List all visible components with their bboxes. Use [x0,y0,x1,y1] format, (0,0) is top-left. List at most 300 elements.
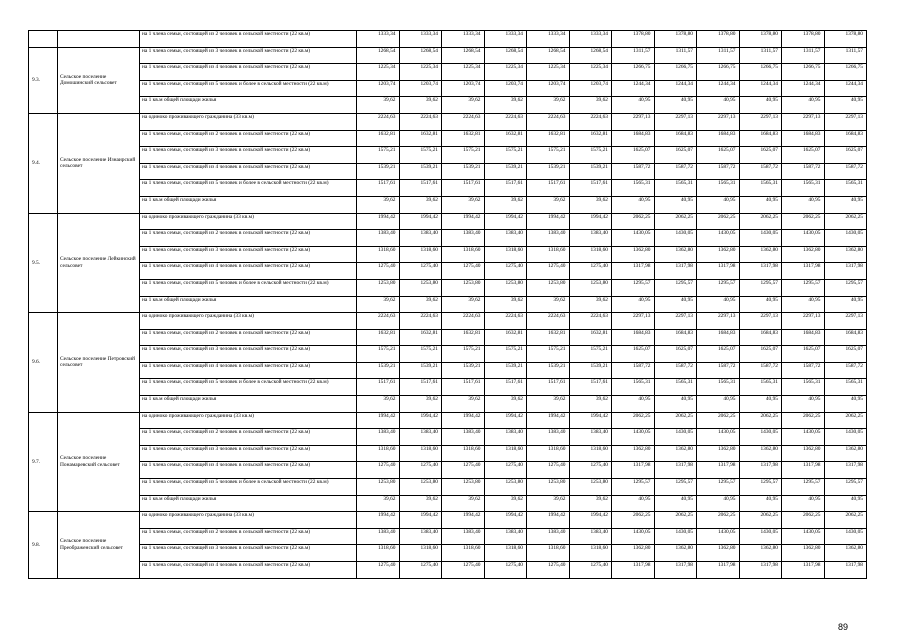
value-cell: 40,95 [612,396,655,413]
value-cell: 1318,60 [569,246,612,263]
value-cell: 1317,98 [654,462,697,479]
value-cell: 2062,25 [697,213,740,230]
value-cell: 1430,05 [782,528,825,545]
description-cell: на 1 члена семьи, состоящей из 5 человек и более в сельской местности (22 кв.м) [140,80,357,97]
table-row [29,196,867,213]
value-cell: 1225,34 [442,64,485,81]
value-cell: 1565,31 [739,180,782,197]
value-cell: 1430,05 [782,230,825,247]
value-cell: 1203,74 [399,80,442,97]
description-cell: на 1 члена семьи, состоящей из 2 человек в сельской местности (22 кв.м) [140,31,357,48]
value-cell: 40,95 [782,396,825,413]
value-cell: 1275,40 [527,462,570,479]
value-cell: 1587,72 [782,163,825,180]
value-cell: 2062,25 [824,213,867,230]
value-cell: 1383,40 [527,528,570,545]
value-cell: 40,95 [824,296,867,313]
value-cell: 1383,40 [442,528,485,545]
value-cell: 1684,83 [612,130,655,147]
value-cell: 1565,31 [612,379,655,396]
value-cell: 1430,05 [824,429,867,446]
value-cell: 1383,40 [399,429,442,446]
value-cell: 1632,81 [484,130,527,147]
value-cell: 39,62 [484,495,527,512]
value-cell: 1632,81 [442,130,485,147]
value-cell: 1362,80 [612,445,655,462]
settlement-name-cell [58,31,140,48]
settlement-name-cell: Сельское поселение Петровский сельсовет [58,313,140,413]
value-cell: 2224,63 [399,313,442,330]
value-cell: 1203,74 [442,80,485,97]
value-cell: 1684,83 [612,329,655,346]
value-cell: 2062,25 [612,412,655,429]
value-cell: 1295,57 [654,279,697,296]
value-cell: 1575,21 [442,147,485,164]
value-cell: 1994,42 [357,213,400,230]
value-cell: 1684,83 [654,329,697,346]
value-cell: 39,62 [569,495,612,512]
row-number-cell: 9.5. [29,213,58,313]
value-cell: 1295,57 [739,479,782,496]
value-cell: 1333,34 [527,31,570,48]
row-number-cell: 9.4. [29,113,58,213]
value-cell: 2297,13 [782,313,825,330]
value-cell: 1565,31 [654,180,697,197]
description-cell: на 1 члена семьи, состоящей из 2 человек в сельской местности (22 кв.м) [140,329,357,346]
value-cell: 1253,80 [357,279,400,296]
value-cell: 1295,57 [697,479,740,496]
value-cell: 2224,63 [527,113,570,130]
settlement-name-cell: Сельское поселение Домошинский сельсовет [58,47,140,113]
value-cell: 1994,42 [569,213,612,230]
value-cell: 1362,80 [654,246,697,263]
description-cell: на 1 члена семьи, состоящей из 4 человек в сельской местности (22 кв.м) [140,163,357,180]
description-cell: на 1 члена семьи, состоящей из 5 человек и более в сельской местности (22 кв.м) [140,479,357,496]
value-cell: 1587,72 [824,362,867,379]
value-cell: 1362,80 [697,445,740,462]
value-cell: 39,62 [357,296,400,313]
description-cell: на 1 кв.м общей площади жилья [140,495,357,512]
value-cell: 1275,40 [442,263,485,280]
value-cell: 1253,80 [442,479,485,496]
value-cell: 1994,42 [484,512,527,529]
value-cell: 1317,98 [697,562,740,579]
value-cell: 40,95 [739,97,782,114]
value-cell: 1268,54 [357,47,400,64]
value-cell: 1275,40 [357,462,400,479]
value-cell: 1318,60 [569,545,612,562]
value-cell: 1430,05 [654,429,697,446]
value-cell: 1244,34 [824,80,867,97]
value-cell: 39,62 [527,97,570,114]
value-cell: 1430,05 [824,230,867,247]
value-cell: 1625,07 [654,346,697,363]
value-cell: 1565,31 [697,379,740,396]
description-cell: на 1 члена семьи, состоящей из 3 человек в сельской местности (22 кв.м) [140,445,357,462]
value-cell: 40,95 [654,97,697,114]
value-cell: 1587,72 [697,163,740,180]
value-cell: 40,95 [654,396,697,413]
value-cell: 1517,61 [399,180,442,197]
value-cell: 2224,63 [569,113,612,130]
value-cell: 2297,13 [782,113,825,130]
value-cell: 2297,13 [824,113,867,130]
value-cell: 1275,40 [527,562,570,579]
value-cell: 1587,72 [612,163,655,180]
value-cell: 2062,25 [654,213,697,230]
value-cell: 1517,61 [569,379,612,396]
value-cell: 1318,60 [442,246,485,263]
value-cell: 1575,21 [484,346,527,363]
value-cell: 1203,74 [527,80,570,97]
value-cell: 1318,60 [357,545,400,562]
description-cell: на 1 члена семьи, состоящей из 4 человек в сельской местности (22 кв.м) [140,462,357,479]
value-cell: 1994,42 [357,512,400,529]
table-row [29,279,867,296]
value-cell: 1587,72 [654,163,697,180]
value-cell: 1632,81 [569,130,612,147]
value-cell: 2062,25 [612,213,655,230]
value-cell: 1684,83 [782,329,825,346]
value-cell: 1994,42 [399,412,442,429]
value-cell: 2224,63 [442,113,485,130]
value-cell: 40,95 [782,97,825,114]
value-cell: 39,62 [527,296,570,313]
value-cell: 1994,42 [484,213,527,230]
value-cell: 39,62 [357,196,400,213]
value-cell: 2224,63 [484,113,527,130]
value-cell: 40,95 [782,296,825,313]
value-cell: 1430,05 [654,528,697,545]
value-cell: 1317,98 [612,263,655,280]
table-row [29,31,867,48]
value-cell: 1253,80 [442,279,485,296]
value-cell: 1275,40 [484,462,527,479]
value-cell: 1333,34 [442,31,485,48]
value-cell: 1275,40 [399,562,442,579]
value-cell: 1383,40 [484,429,527,446]
value-cell: 1994,42 [527,512,570,529]
value-cell: 40,95 [824,396,867,413]
value-cell: 2297,13 [612,313,655,330]
value-cell: 1625,07 [782,346,825,363]
value-cell: 1244,34 [697,80,740,97]
value-cell: 1575,21 [569,346,612,363]
value-cell: 39,62 [527,196,570,213]
value-cell: 1539,21 [527,362,570,379]
table-row [29,263,867,280]
value-cell: 1362,80 [654,545,697,562]
value-cell: 1539,21 [484,362,527,379]
description-cell: на 1 члена семьи, состоящей из 5 человек и более в сельской местности (22 кв.м) [140,379,357,396]
value-cell: 1244,34 [654,80,697,97]
tariff-table [28,30,867,579]
value-cell: 1994,42 [399,213,442,230]
description-cell: на 1 члена семьи, состоящей из 4 человек в сельской местности (22 кв.м) [140,64,357,81]
value-cell: 1268,54 [569,47,612,64]
value-cell: 1539,21 [399,163,442,180]
value-cell: 1625,07 [824,147,867,164]
value-cell: 1587,72 [824,163,867,180]
value-cell: 40,95 [612,196,655,213]
value-cell: 1539,21 [569,362,612,379]
value-cell: 2224,63 [442,313,485,330]
table-row [29,545,867,562]
value-cell: 1362,80 [782,246,825,263]
value-cell: 1565,31 [612,180,655,197]
value-cell: 1565,31 [782,379,825,396]
value-cell: 1575,21 [527,147,570,164]
value-cell: 1587,72 [697,362,740,379]
value-cell: 1539,21 [357,362,400,379]
value-cell: 1295,57 [782,279,825,296]
value-cell: 2297,13 [654,113,697,130]
settlement-name-cell: Сельское поселение Лейкинский сельсовет [58,213,140,313]
value-cell: 1317,98 [612,562,655,579]
value-cell: 1575,21 [399,346,442,363]
value-cell: 40,95 [654,296,697,313]
row-number-cell: 9.7. [29,412,58,512]
value-cell: 2062,25 [654,512,697,529]
settlement-name-cell: Сельское поселение Изнаирский сельсовет [58,113,140,213]
table-row [29,130,867,147]
value-cell: 1430,05 [697,230,740,247]
value-cell: 39,62 [399,495,442,512]
value-cell: 1994,42 [442,412,485,429]
value-cell: 40,95 [824,495,867,512]
value-cell: 1517,61 [357,180,400,197]
value-cell: 39,62 [484,296,527,313]
value-cell: 1684,83 [782,130,825,147]
value-cell: 1517,61 [442,379,485,396]
value-cell: 1266,75 [824,64,867,81]
value-cell: 2297,13 [612,113,655,130]
value-cell: 1275,40 [527,263,570,280]
value-cell: 1362,80 [824,545,867,562]
value-cell: 1632,81 [569,329,612,346]
value-cell: 1575,21 [484,147,527,164]
value-cell: 1268,54 [484,47,527,64]
value-cell: 1317,98 [739,263,782,280]
table-row [29,163,867,180]
table-row [29,313,867,330]
value-cell: 1318,60 [357,246,400,263]
value-cell: 1225,34 [569,64,612,81]
value-cell: 1994,42 [527,412,570,429]
value-cell: 1318,60 [357,445,400,462]
value-cell: 1225,34 [484,64,527,81]
value-cell: 1625,07 [739,346,782,363]
value-cell: 1275,40 [569,263,612,280]
value-cell: 1275,40 [357,263,400,280]
value-cell: 1318,60 [484,445,527,462]
value-cell: 1517,61 [484,379,527,396]
value-cell: 1362,80 [697,246,740,263]
value-cell: 1994,42 [569,512,612,529]
value-cell: 1994,42 [357,412,400,429]
table-row [29,429,867,446]
value-cell: 1517,61 [569,180,612,197]
value-cell: 1994,42 [399,512,442,529]
value-cell: 1684,83 [824,329,867,346]
value-cell: 1625,07 [612,147,655,164]
description-cell: на 1 члена семьи, состоящей из 3 человек в сельской местности (22 кв.м) [140,346,357,363]
value-cell: 1203,74 [357,80,400,97]
value-cell: 1275,40 [357,562,400,579]
value-cell: 1275,40 [484,263,527,280]
value-cell: 1684,83 [697,130,740,147]
description-cell: на одиноко проживающего гражданина (33 кв.м) [140,313,357,330]
value-cell: 1295,57 [612,279,655,296]
value-cell: 1587,72 [612,362,655,379]
value-cell: 1625,07 [697,147,740,164]
value-cell: 39,62 [442,196,485,213]
value-cell: 1203,74 [569,80,612,97]
value-cell: 1632,81 [442,329,485,346]
value-cell: 1517,61 [484,180,527,197]
value-cell: 1575,21 [527,346,570,363]
value-cell: 1266,75 [697,64,740,81]
value-cell: 1318,60 [399,545,442,562]
value-cell: 2062,25 [782,213,825,230]
value-cell: 1430,05 [612,528,655,545]
value-cell: 1253,80 [484,479,527,496]
value-cell: 1317,98 [739,462,782,479]
value-cell: 1383,40 [399,528,442,545]
value-cell: 1275,40 [484,562,527,579]
value-cell: 1517,61 [442,180,485,197]
value-cell: 39,62 [399,296,442,313]
value-cell: 1275,40 [569,462,612,479]
value-cell: 1632,81 [484,329,527,346]
value-cell: 1333,34 [569,31,612,48]
value-cell: 1430,05 [697,429,740,446]
value-cell: 2224,63 [399,113,442,130]
value-cell: 40,95 [697,296,740,313]
value-cell: 1317,98 [782,562,825,579]
description-cell: на 1 члена семьи, состоящей из 3 человек в сельской местности (22 кв.м) [140,246,357,263]
description-cell: на 1 члена семьи, состоящей из 2 человек в сельской местности (22 кв.м) [140,230,357,247]
value-cell: 1362,80 [612,545,655,562]
value-cell: 1311,57 [739,47,782,64]
value-cell: 1625,07 [697,346,740,363]
table-row [29,296,867,313]
value-cell: 2297,13 [697,313,740,330]
value-cell: 1625,07 [654,147,697,164]
row-number-cell: 9.3. [29,47,58,113]
description-cell: на 1 члена семьи, состоящей из 3 человек в сельской местности (22 кв.м) [140,545,357,562]
value-cell: 1362,80 [697,545,740,562]
value-cell: 1275,40 [399,263,442,280]
value-cell: 39,62 [399,196,442,213]
value-cell: 40,95 [739,396,782,413]
description-cell: на 1 кв.м общей площади жилья [140,296,357,313]
value-cell: 1684,83 [739,130,782,147]
value-cell: 1565,31 [697,180,740,197]
value-cell: 1517,61 [527,379,570,396]
description-cell: на 1 члена семьи, состоящей из 3 человек в сельской местности (22 кв.м) [140,47,357,64]
value-cell: 1268,54 [399,47,442,64]
value-cell: 1632,81 [399,329,442,346]
value-cell: 1362,80 [612,246,655,263]
value-cell: 1383,40 [399,230,442,247]
table-row [29,230,867,247]
value-cell: 1625,07 [824,346,867,363]
value-cell: 1517,61 [527,180,570,197]
value-cell: 2224,63 [357,113,400,130]
value-cell: 1317,98 [654,562,697,579]
description-cell: на 1 члена семьи, состоящей из 5 человек и более в сельской местности (22 кв.м) [140,279,357,296]
value-cell: 1383,40 [527,230,570,247]
value-cell: 40,95 [612,296,655,313]
value-cell: 1225,34 [399,64,442,81]
value-cell: 1430,05 [824,528,867,545]
value-cell: 1632,81 [399,130,442,147]
value-cell: 40,95 [697,495,740,512]
value-cell: 1625,07 [782,147,825,164]
value-cell: 1362,80 [782,445,825,462]
value-cell: 1383,40 [357,230,400,247]
value-cell: 1517,61 [399,379,442,396]
value-cell: 1684,83 [824,130,867,147]
value-cell: 39,62 [442,495,485,512]
value-cell: 2062,25 [739,512,782,529]
value-cell: 1317,98 [654,263,697,280]
value-cell: 39,62 [569,296,612,313]
value-cell: 1575,21 [569,147,612,164]
value-cell: 1994,42 [442,213,485,230]
description-cell: на 1 члена семьи, состоящей из 2 человек в сельской местности (22 кв.м) [140,528,357,545]
value-cell: 1539,21 [442,362,485,379]
value-cell: 1266,75 [654,64,697,81]
value-cell: 1625,07 [612,346,655,363]
description-cell: на 1 члена семьи, состоящей из 3 человек в сельской местности (22 кв.м) [140,147,357,164]
value-cell: 39,62 [442,97,485,114]
value-cell: 2062,25 [697,512,740,529]
value-cell: 1383,40 [569,528,612,545]
value-cell: 2062,25 [739,213,782,230]
value-cell: 1311,57 [824,47,867,64]
value-cell: 1565,31 [824,180,867,197]
value-cell: 1318,60 [527,445,570,462]
value-cell: 1378,80 [697,31,740,48]
value-cell: 1253,80 [569,279,612,296]
row-number-cell [29,31,58,48]
value-cell: 1430,05 [612,429,655,446]
value-cell: 1253,80 [527,479,570,496]
value-cell: 1253,80 [527,279,570,296]
value-cell: 2062,25 [697,412,740,429]
value-cell: 39,62 [484,396,527,413]
value-cell: 2062,25 [782,412,825,429]
value-cell: 1362,80 [782,545,825,562]
value-cell: 1565,31 [782,180,825,197]
value-cell: 1517,61 [357,379,400,396]
value-cell: 1378,80 [782,31,825,48]
value-cell: 39,62 [442,296,485,313]
value-cell: 1575,21 [399,147,442,164]
value-cell: 1383,40 [569,230,612,247]
value-cell: 1268,54 [527,47,570,64]
value-cell: 1430,05 [739,230,782,247]
value-cell: 39,62 [569,97,612,114]
value-cell: 1587,72 [739,163,782,180]
value-cell: 1625,07 [739,147,782,164]
value-cell: 1632,81 [527,329,570,346]
value-cell: 1311,57 [782,47,825,64]
value-cell: 2297,13 [697,113,740,130]
value-cell: 1383,40 [442,429,485,446]
